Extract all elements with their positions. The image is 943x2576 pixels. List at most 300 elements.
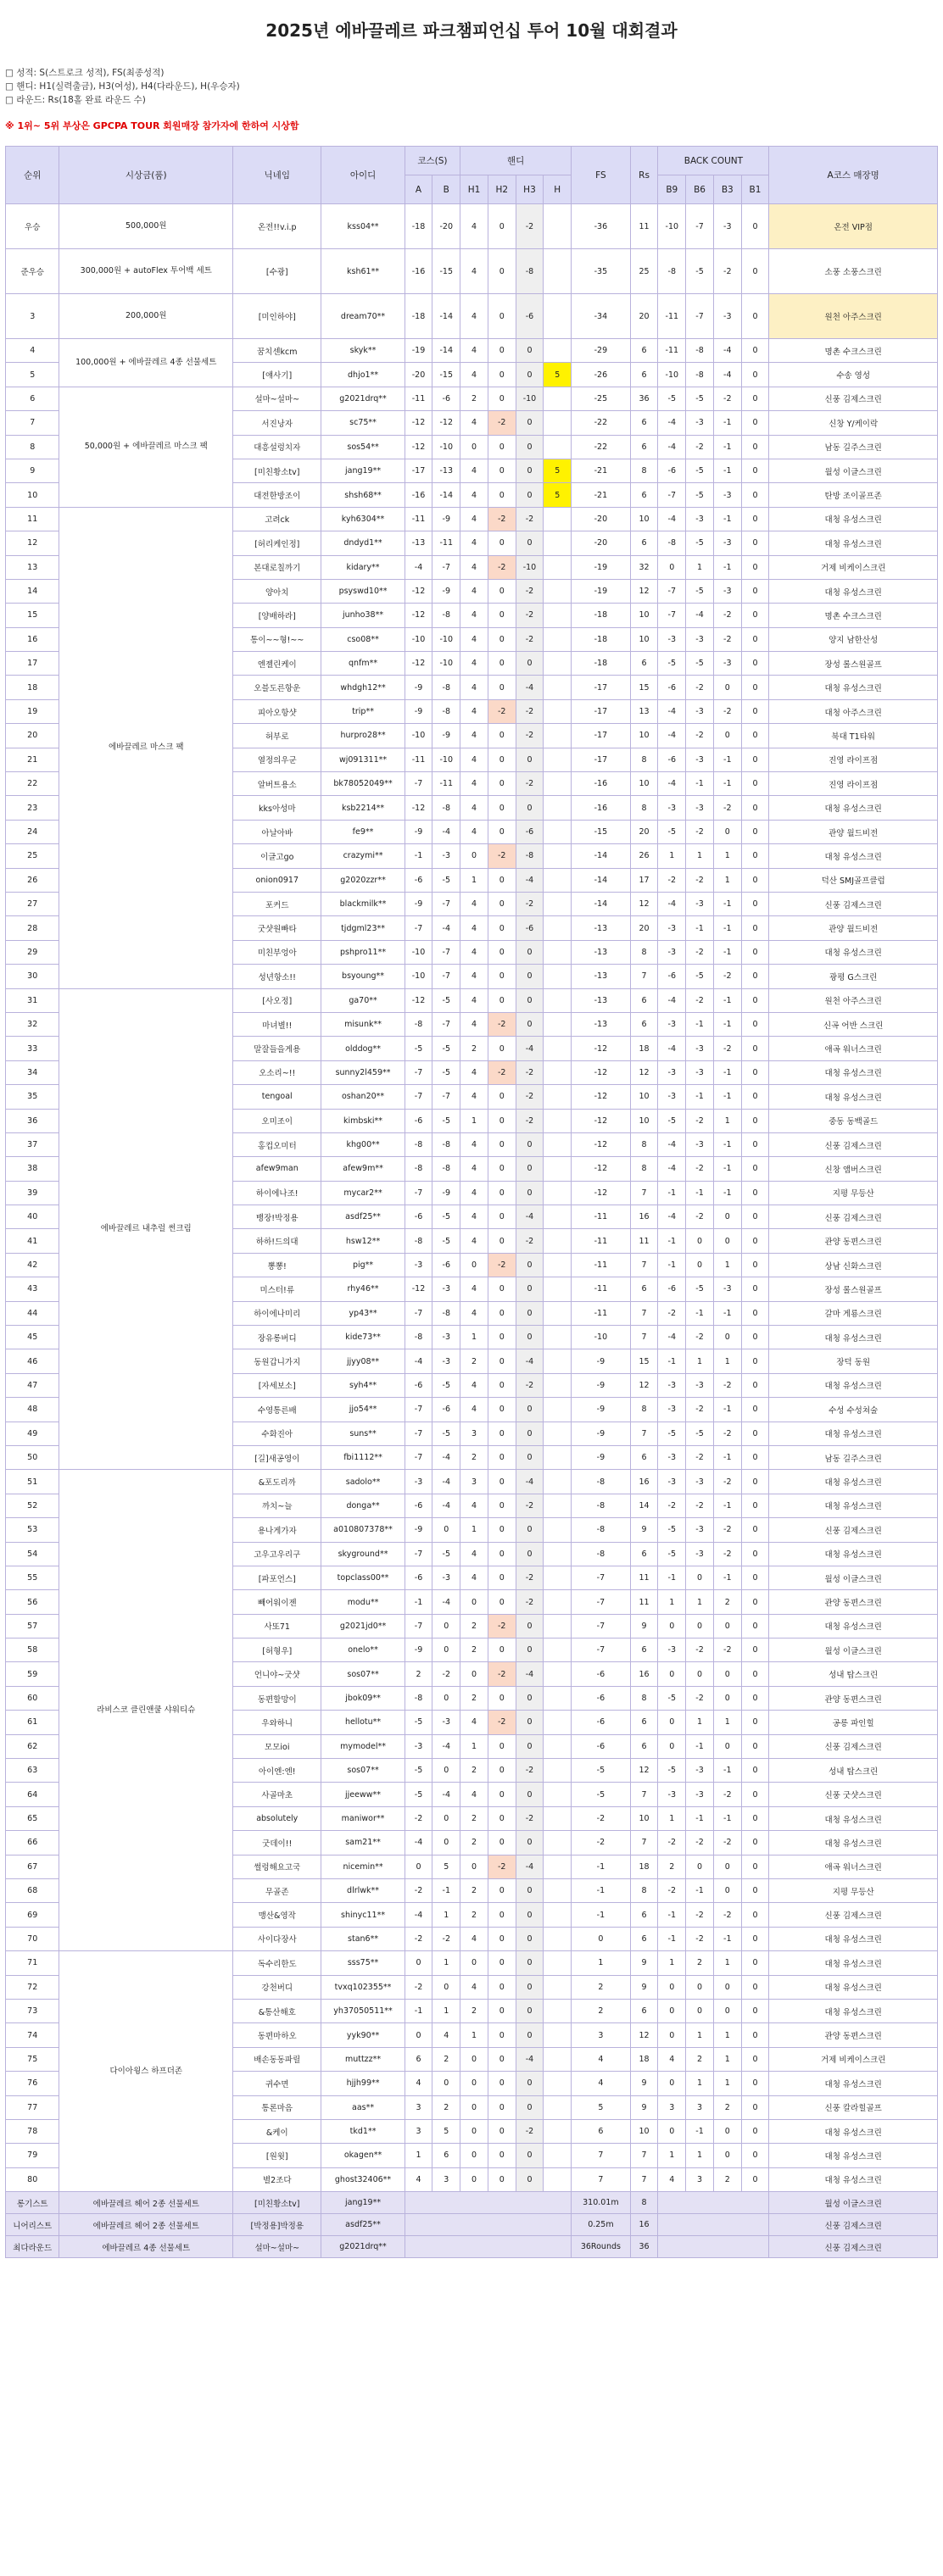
h-cell — [544, 868, 572, 892]
b-cell: 0 — [432, 1614, 460, 1638]
h2-cell: 0 — [488, 1445, 516, 1469]
a-cell: -8 — [405, 1686, 432, 1710]
fs-cell: -12 — [572, 1181, 631, 1205]
b-cell: -10 — [432, 748, 460, 771]
b3-cell: -2 — [713, 1639, 741, 1662]
b-cell: -8 — [432, 1301, 460, 1325]
h3-cell: 0 — [516, 1831, 544, 1855]
rs-cell: 7 — [630, 1301, 658, 1325]
nickname-cell: [허리케인정] — [233, 531, 321, 555]
h-cell — [544, 820, 572, 843]
h2-cell: 0 — [488, 1373, 516, 1397]
h2-cell: 0 — [488, 1326, 516, 1349]
h2-cell: 0 — [488, 627, 516, 651]
b1-cell: 0 — [741, 1951, 769, 1975]
b-cell: 0 — [432, 1639, 460, 1662]
fs-cell: -6 — [572, 1662, 631, 1686]
rank-cell: 36 — [6, 1109, 59, 1132]
nickname-cell: 양아치 — [233, 579, 321, 603]
b1-cell: 0 — [741, 1012, 769, 1036]
h3-cell: 0 — [516, 1277, 544, 1301]
h-cell — [544, 965, 572, 988]
nickname-cell: 동편마하오 — [233, 2023, 321, 2047]
b6-cell: -1 — [686, 1879, 714, 1903]
rs-cell: 6 — [630, 1012, 658, 1036]
id-cell: ksb2214** — [321, 796, 405, 820]
fs-cell: 6 — [572, 2119, 631, 2143]
rs-cell: 7 — [630, 965, 658, 988]
b3-cell: -1 — [713, 1060, 741, 1084]
nickname-cell: 통이~~형!~~ — [233, 627, 321, 651]
rank-cell: 10 — [6, 483, 59, 507]
fs-cell: -29 — [572, 339, 631, 363]
b9-cell: -4 — [658, 1157, 686, 1181]
h-cell — [544, 1783, 572, 1806]
a-cell: 0 — [405, 1951, 432, 1975]
h2-cell: 0 — [488, 1470, 516, 1494]
h3-cell: -2 — [516, 2119, 544, 2143]
h-cell — [544, 1373, 572, 1397]
h3-cell: 0 — [516, 1132, 544, 1156]
h3-cell: -4 — [516, 1349, 544, 1373]
h2-cell: -2 — [488, 699, 516, 723]
h3-cell: 0 — [516, 1253, 544, 1277]
h3-cell: 0 — [516, 1012, 544, 1036]
a-cell: -6 — [405, 1566, 432, 1589]
venue-cell: 신풍 김제스크린 — [769, 1903, 938, 1927]
b-cell: 0 — [432, 2072, 460, 2095]
rank-cell: 39 — [6, 1181, 59, 1205]
id-cell: a010807378** — [321, 1518, 405, 1542]
b1-cell: 0 — [741, 1229, 769, 1253]
rank-cell: 22 — [6, 772, 59, 796]
h2-cell: -2 — [488, 1253, 516, 1277]
nickname-cell: 성년항소!! — [233, 965, 321, 988]
h-cell — [544, 604, 572, 627]
h2-cell: 0 — [488, 1639, 516, 1662]
fs-cell: 4 — [572, 2072, 631, 2095]
rank-cell: 73 — [6, 1999, 59, 2022]
a-cell: -8 — [405, 1157, 432, 1181]
h3-cell: 0 — [516, 988, 544, 1012]
venue-cell: 대청 유성스크린 — [769, 940, 938, 964]
rank-cell: 46 — [6, 1349, 59, 1373]
id-cell: fe9** — [321, 820, 405, 843]
b1-cell: 0 — [741, 1734, 769, 1758]
h-cell — [544, 294, 572, 339]
fs-cell: -35 — [572, 249, 631, 294]
b3-cell: -2 — [713, 1422, 741, 1445]
venue-cell: 관양 동편스크린 — [769, 1590, 938, 1614]
a-cell: -20 — [405, 363, 432, 387]
venue-cell: 월성 이글스크린 — [769, 1639, 938, 1662]
h1-cell: 0 — [460, 2047, 488, 2071]
h-cell — [544, 699, 572, 723]
a-cell: -11 — [405, 748, 432, 771]
b6-cell: -3 — [686, 796, 714, 820]
h1-cell: 4 — [460, 772, 488, 796]
id-cell: sos54** — [321, 435, 405, 459]
award-spacer-cell — [658, 2236, 769, 2258]
a-cell: -4 — [405, 1831, 432, 1855]
special-award-row — [6, 2236, 938, 2258]
fs-cell: -11 — [572, 1229, 631, 1253]
b3-cell: -1 — [713, 892, 741, 915]
b3-cell: 1 — [713, 868, 741, 892]
b3-cell: -4 — [713, 339, 741, 363]
h1-cell: 4 — [460, 1711, 488, 1734]
h1-cell: 1 — [460, 1734, 488, 1758]
b3-cell: -1 — [713, 1132, 741, 1156]
nickname-header: 닉네임 — [233, 147, 321, 204]
id-cell: skyk** — [321, 339, 405, 363]
h1-cell: 4 — [460, 965, 488, 988]
rs-cell: 6 — [630, 1927, 658, 1950]
fs-cell: -9 — [572, 1422, 631, 1445]
b1-cell: 0 — [741, 249, 769, 294]
b-cell: -4 — [432, 1494, 460, 1517]
fs-cell: -18 — [572, 652, 631, 676]
venue-cell: 관양 동편스크린 — [769, 2023, 938, 2047]
a-cell: -7 — [405, 1398, 432, 1422]
b-cell: -11 — [432, 772, 460, 796]
venue-cell: 원천 아주스크린 — [769, 988, 938, 1012]
nickname-cell: [양배하라] — [233, 604, 321, 627]
h1-cell: 4 — [460, 1494, 488, 1517]
b9-cell: -5 — [658, 1542, 686, 1566]
b1-cell: 0 — [741, 772, 769, 796]
rs-cell: 6 — [630, 1903, 658, 1927]
b3-cell: 0 — [713, 676, 741, 699]
venue-cell: 북대 T1타워 — [769, 724, 938, 748]
b9-cell: -3 — [658, 1012, 686, 1036]
b-cell: -5 — [432, 1229, 460, 1253]
b-cell: 6 — [432, 2144, 460, 2167]
h1-cell: 3 — [460, 1470, 488, 1494]
h2-cell: 0 — [488, 1518, 516, 1542]
nickname-cell: 고려ck — [233, 507, 321, 531]
id-cell: cso08** — [321, 627, 405, 651]
rank-cell: 34 — [6, 1060, 59, 1084]
a-cell: -12 — [405, 579, 432, 603]
venue-cell: 월성 이글스크린 — [769, 459, 938, 482]
b1-cell: 0 — [741, 435, 769, 459]
b3-cell: -1 — [713, 1085, 741, 1109]
rs-cell: 6 — [630, 1445, 658, 1469]
rs-cell: 16 — [630, 1662, 658, 1686]
h1-cell: 2 — [460, 1639, 488, 1662]
h1-header: H1 — [460, 175, 488, 204]
b3-cell: 0 — [713, 724, 741, 748]
b9-cell: 0 — [658, 1662, 686, 1686]
h1-cell: 2 — [460, 1879, 488, 1903]
h2-cell: 0 — [488, 1590, 516, 1614]
b-cell: -3 — [432, 1349, 460, 1373]
h3-cell: -2 — [516, 579, 544, 603]
rank-cell: 48 — [6, 1398, 59, 1422]
h1-cell: 4 — [460, 1205, 488, 1229]
a-cell: -7 — [405, 916, 432, 940]
h3-cell: 0 — [516, 1951, 544, 1975]
b1-cell: 0 — [741, 1711, 769, 1734]
rs-cell: 6 — [630, 1277, 658, 1301]
b1-cell: 0 — [741, 1301, 769, 1325]
h-cell — [544, 1494, 572, 1517]
nickname-cell: 수영통른배 — [233, 1398, 321, 1422]
rank-cell: 4 — [6, 339, 59, 363]
a-cell: -10 — [405, 724, 432, 748]
b1-cell: 0 — [741, 1927, 769, 1950]
rank-cell: 25 — [6, 844, 59, 868]
nickname-cell: kks아성마 — [233, 796, 321, 820]
b9-cell: -4 — [658, 1037, 686, 1060]
b-cell: -5 — [432, 1205, 460, 1229]
venue-cell: 장성 롤스원골프 — [769, 1277, 938, 1301]
prize-cell: 100,000원 + 에바끌레르 4종 선물세트 — [59, 339, 233, 387]
a-cell: -12 — [405, 604, 432, 627]
a-cell: -5 — [405, 1759, 432, 1783]
b-cell: -3 — [432, 1277, 460, 1301]
h-cell — [544, 772, 572, 796]
award-id-cell: asdf25** — [321, 2214, 405, 2236]
h-cell — [544, 1639, 572, 1662]
h1-cell: 0 — [460, 2144, 488, 2167]
b9-cell: 3 — [658, 2095, 686, 2119]
b9-cell: -5 — [658, 820, 686, 843]
nickname-cell: [사오정] — [233, 988, 321, 1012]
b6-cell: -3 — [686, 627, 714, 651]
venue-cell: 신창 앰버스크린 — [769, 1157, 938, 1181]
nickname-cell: 서진낭자 — [233, 411, 321, 435]
venue-header: A코스 매장명 — [769, 147, 938, 204]
rank-cell: 65 — [6, 1806, 59, 1830]
h3-cell: -2 — [516, 724, 544, 748]
rank-cell: 24 — [6, 820, 59, 843]
b-cell: -7 — [432, 892, 460, 915]
b3-cell: 0 — [713, 1326, 741, 1349]
venue-cell: 남동 길주스크린 — [769, 1445, 938, 1469]
b3-cell: -1 — [713, 1566, 741, 1589]
h3-cell: 0 — [516, 1783, 544, 1806]
id-cell: jjeeww** — [321, 1783, 405, 1806]
venue-cell: 진영 라이프점 — [769, 772, 938, 796]
h2-cell: -2 — [488, 555, 516, 579]
b3-cell: -1 — [713, 555, 741, 579]
b1-cell: 0 — [741, 1518, 769, 1542]
b-cell: -3 — [432, 1326, 460, 1349]
b9-cell: -6 — [658, 459, 686, 482]
handicap-header: 핸디 — [460, 147, 572, 175]
h1-cell: 1 — [460, 868, 488, 892]
a-cell: 2 — [405, 1662, 432, 1686]
b9-cell: -3 — [658, 1639, 686, 1662]
b6-cell: 1 — [686, 1590, 714, 1614]
h-cell — [544, 1734, 572, 1758]
rs-cell: 12 — [630, 1060, 658, 1084]
id-cell: sadolo** — [321, 1470, 405, 1494]
h3-cell: 0 — [516, 1686, 544, 1710]
legend-note-rounds: □ 라운드: Rs(18홀 완료 라운드 수) — [5, 95, 146, 105]
h2-cell: -2 — [488, 1012, 516, 1036]
b6-cell: -8 — [686, 339, 714, 363]
fs-cell: -7 — [572, 1566, 631, 1589]
b-header: B — [432, 175, 460, 204]
fs-cell: -7 — [572, 1639, 631, 1662]
award-id-cell: g2021drq** — [321, 2236, 405, 2258]
h1-cell: 4 — [460, 1398, 488, 1422]
fs-cell: -7 — [572, 1614, 631, 1638]
nickname-cell: 까치~늘 — [233, 1494, 321, 1517]
b9-cell: -4 — [658, 892, 686, 915]
rank-cell: 52 — [6, 1494, 59, 1517]
venue-cell: 대청 유성스크린 — [769, 1927, 938, 1950]
rank-cell: 74 — [6, 2023, 59, 2047]
rank-cell: 78 — [6, 2119, 59, 2143]
b1-cell: 0 — [741, 1253, 769, 1277]
nickname-cell: [자세보소] — [233, 1373, 321, 1397]
b1-header: B1 — [741, 175, 769, 204]
b9-cell: -7 — [658, 483, 686, 507]
rs-cell: 10 — [630, 772, 658, 796]
fs-cell: -12 — [572, 1109, 631, 1132]
b6-cell: 1 — [686, 2023, 714, 2047]
b6-cell: -1 — [686, 1301, 714, 1325]
rs-cell: 6 — [630, 652, 658, 676]
b-cell: 4 — [432, 2023, 460, 2047]
h1-cell: 0 — [460, 2119, 488, 2143]
h1-cell: 0 — [460, 844, 488, 868]
b3-cell: -3 — [713, 294, 741, 339]
h3-cell: -6 — [516, 916, 544, 940]
b3-cell: -2 — [713, 796, 741, 820]
venue-cell: 대청 유성스크린 — [769, 2144, 938, 2167]
b6-cell: -3 — [686, 1759, 714, 1783]
h-header: H — [544, 175, 572, 204]
h3-cell: 0 — [516, 1639, 544, 1662]
h1-cell: 4 — [460, 892, 488, 915]
b6-cell: -5 — [686, 249, 714, 294]
h-cell — [544, 1301, 572, 1325]
h2-cell: 0 — [488, 2119, 516, 2143]
id-cell: g2020zzr** — [321, 868, 405, 892]
b3-cell: 0 — [713, 1999, 741, 2022]
venue-cell: 성내 탑스크린 — [769, 1662, 938, 1686]
a-cell: 3 — [405, 2095, 432, 2119]
venue-cell: 덕산 SMJ골프클럽 — [769, 868, 938, 892]
b1-cell: 0 — [741, 796, 769, 820]
a-cell: -19 — [405, 339, 432, 363]
h-cell — [544, 1566, 572, 1589]
b6-cell: 3 — [686, 2095, 714, 2119]
rs-cell: 13 — [630, 699, 658, 723]
venue-cell: 명촌 수크스크린 — [769, 604, 938, 627]
b1-cell: 0 — [741, 699, 769, 723]
b-cell: -11 — [432, 531, 460, 555]
h-cell: 5 — [544, 483, 572, 507]
a-cell: 6 — [405, 2047, 432, 2071]
h1-cell: 4 — [460, 604, 488, 627]
b1-cell: 0 — [741, 1349, 769, 1373]
h3-cell: -2 — [516, 1229, 544, 1253]
h-cell — [544, 1614, 572, 1638]
b1-cell: 0 — [741, 204, 769, 249]
special-award-row — [6, 2192, 938, 2214]
a-cell: -4 — [405, 1903, 432, 1927]
rs-cell: 8 — [630, 1132, 658, 1156]
rank-cell: 69 — [6, 1903, 59, 1927]
b1-cell: 0 — [741, 1686, 769, 1710]
h2-cell: 0 — [488, 1109, 516, 1132]
rank-cell: 54 — [6, 1542, 59, 1566]
b9-cell: -3 — [658, 1783, 686, 1806]
b6-cell: -2 — [686, 940, 714, 964]
b6-cell: -5 — [686, 965, 714, 988]
h3-cell: 0 — [516, 1903, 544, 1927]
venue-cell: 대청 유성스크린 — [769, 1614, 938, 1638]
h-cell — [544, 387, 572, 410]
rank-cell: 19 — [6, 699, 59, 723]
fs-cell: -14 — [572, 868, 631, 892]
h3-cell: -4 — [516, 2047, 544, 2071]
rs-cell: 8 — [630, 459, 658, 482]
b6-cell: -5 — [686, 652, 714, 676]
h1-cell: 4 — [460, 796, 488, 820]
nickname-cell: 맹산&영작 — [233, 1903, 321, 1927]
rs-cell: 26 — [630, 844, 658, 868]
b1-cell: 0 — [741, 411, 769, 435]
b1-cell: 0 — [741, 1373, 769, 1397]
h2-cell: 0 — [488, 820, 516, 843]
nickname-cell: 귀수면 — [233, 2072, 321, 2095]
id-cell: fbi1112** — [321, 1445, 405, 1469]
b-cell: -4 — [432, 1445, 460, 1469]
b9-header: B9 — [658, 175, 686, 204]
b3-cell: -1 — [713, 916, 741, 940]
rank-cell: 41 — [6, 1229, 59, 1253]
h3-cell: -4 — [516, 1855, 544, 1878]
h-cell — [544, 1903, 572, 1927]
a-cell: 3 — [405, 2119, 432, 2143]
h3-cell: 0 — [516, 2095, 544, 2119]
a-cell: -6 — [405, 1109, 432, 1132]
nickname-cell: 본대로칠까기 — [233, 555, 321, 579]
table-row — [6, 507, 938, 531]
b9-cell: -6 — [658, 748, 686, 771]
a-cell: -9 — [405, 892, 432, 915]
nickname-cell: [수광] — [233, 249, 321, 294]
b3-cell: 2 — [713, 1590, 741, 1614]
h2-cell: 0 — [488, 1205, 516, 1229]
h3-cell: -8 — [516, 249, 544, 294]
h-cell — [544, 1132, 572, 1156]
b6-cell: -2 — [686, 1686, 714, 1710]
b9-cell: -6 — [658, 676, 686, 699]
b-cell: -15 — [432, 363, 460, 387]
rank-cell: 64 — [6, 1783, 59, 1806]
h3-cell: -4 — [516, 868, 544, 892]
h-cell — [544, 796, 572, 820]
nickname-cell: 오블도른항운 — [233, 676, 321, 699]
venue-cell: 양지 남한산성 — [769, 627, 938, 651]
b6-header: B6 — [686, 175, 714, 204]
rank-cell: 7 — [6, 411, 59, 435]
h2-cell: 0 — [488, 579, 516, 603]
b6-cell: -1 — [686, 916, 714, 940]
rs-cell: 11 — [630, 1566, 658, 1589]
venue-cell: 명촌 수크스크린 — [769, 339, 938, 363]
h1-cell: 3 — [460, 1422, 488, 1445]
h-cell — [544, 1590, 572, 1614]
